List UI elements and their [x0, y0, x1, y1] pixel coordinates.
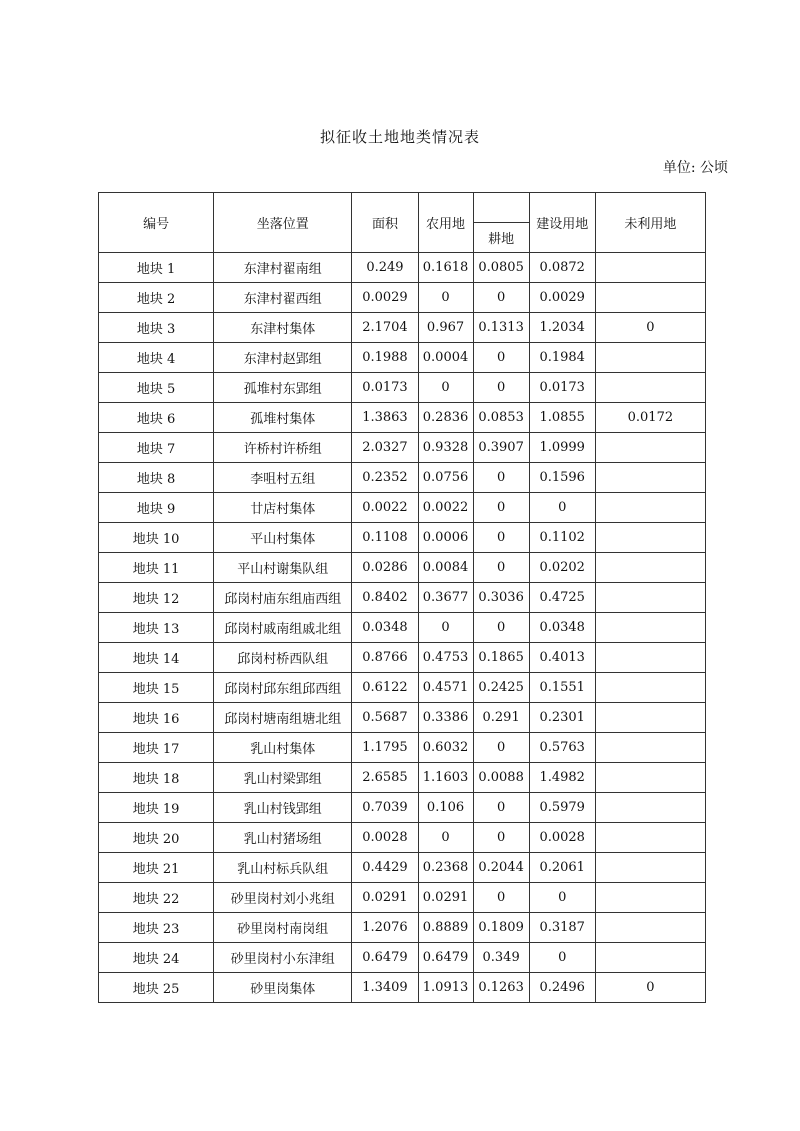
cell-location: 乳山村集体 — [214, 733, 352, 763]
cell-construction: 0.0028 — [529, 823, 595, 853]
cell-unused — [595, 613, 705, 643]
cell-construction: 0 — [529, 493, 595, 523]
cell-location: 孤堆村东郢组 — [214, 373, 352, 403]
cell-cultivated: 0.1313 — [473, 313, 529, 343]
cell-location: 东津村翟南组 — [214, 253, 352, 283]
cell-location: 邱岗村塘南组塘北组 — [214, 703, 352, 733]
header-area: 面积 — [352, 193, 418, 253]
cell-cultivated: 0 — [473, 793, 529, 823]
cell-unused — [595, 793, 705, 823]
cell-id: 地块 19 — [99, 793, 214, 823]
cell-id: 地块 23 — [99, 913, 214, 943]
table-row — [99, 763, 706, 793]
cell-area: 0.2352 — [352, 463, 418, 493]
cell-agricultural: 0.106 — [418, 793, 473, 823]
cell-area: 1.2076 — [352, 913, 418, 943]
cell-id: 地块 3 — [99, 313, 214, 343]
table-row — [99, 343, 706, 373]
cell-unused — [595, 703, 705, 733]
cell-agricultural: 0.0022 — [418, 493, 473, 523]
cell-area: 0.6122 — [352, 673, 418, 703]
cell-id: 地块 7 — [99, 433, 214, 463]
cell-agricultural: 1.0913 — [418, 973, 473, 1003]
cell-construction: 0 — [529, 883, 595, 913]
cell-id: 地块 11 — [99, 553, 214, 583]
cell-cultivated: 0 — [473, 463, 529, 493]
cell-area: 0.0029 — [352, 283, 418, 313]
table-row — [99, 523, 706, 553]
cell-location: 邱岗村庙东组庙西组 — [214, 583, 352, 613]
cell-id: 地块 24 — [99, 943, 214, 973]
cell-location: 许桥村许桥组 — [214, 433, 352, 463]
cell-agricultural: 0.8889 — [418, 913, 473, 943]
cell-cultivated: 0.2044 — [473, 853, 529, 883]
cell-location: 乳山村标兵队组 — [214, 853, 352, 883]
cell-cultivated: 0 — [473, 493, 529, 523]
cell-area: 0.0286 — [352, 553, 418, 583]
cell-construction: 0.0872 — [529, 253, 595, 283]
cell-area: 1.1795 — [352, 733, 418, 763]
cell-area: 0.4429 — [352, 853, 418, 883]
cell-agricultural: 0 — [418, 373, 473, 403]
cell-unused — [595, 283, 705, 313]
cell-construction: 0 — [529, 943, 595, 973]
cell-area: 0.6479 — [352, 943, 418, 973]
header-id: 编号 — [99, 193, 214, 253]
table-row — [99, 283, 706, 313]
cell-agricultural: 0.0756 — [418, 463, 473, 493]
header-agricultural: 农用地 — [418, 193, 473, 253]
cell-agricultural: 0.9328 — [418, 433, 473, 463]
cell-cultivated: 0.3036 — [473, 583, 529, 613]
cell-construction: 0.4013 — [529, 643, 595, 673]
cell-cultivated: 0 — [473, 733, 529, 763]
cell-cultivated: 0 — [473, 553, 529, 583]
cell-construction: 1.2034 — [529, 313, 595, 343]
cell-construction: 0.0029 — [529, 283, 595, 313]
cell-agricultural: 0.0006 — [418, 523, 473, 553]
cell-id: 地块 21 — [99, 853, 214, 883]
cell-agricultural: 0.4753 — [418, 643, 473, 673]
table-row — [99, 793, 706, 823]
cell-location: 砂里岗村南岗组 — [214, 913, 352, 943]
cell-area: 0.8766 — [352, 643, 418, 673]
cell-location: 李咀村五组 — [214, 463, 352, 493]
cell-construction: 0.3187 — [529, 913, 595, 943]
cell-location: 砂里岗村刘小兆组 — [214, 883, 352, 913]
table-row — [99, 733, 706, 763]
cell-area: 1.3409 — [352, 973, 418, 1003]
table-header — [99, 193, 706, 253]
cell-agricultural: 0.6032 — [418, 733, 473, 763]
cell-unused — [595, 373, 705, 403]
cell-construction: 1.0855 — [529, 403, 595, 433]
cell-construction: 0.0348 — [529, 613, 595, 643]
cell-agricultural: 0.0004 — [418, 343, 473, 373]
cell-unused: 0 — [595, 313, 705, 343]
cell-cultivated: 0.349 — [473, 943, 529, 973]
cell-area: 0.0028 — [352, 823, 418, 853]
cell-construction: 0.1551 — [529, 673, 595, 703]
cell-cultivated: 0.1263 — [473, 973, 529, 1003]
cell-unused — [595, 433, 705, 463]
cell-area: 1.3863 — [352, 403, 418, 433]
cell-unused — [595, 673, 705, 703]
cell-location: 东津村翟西组 — [214, 283, 352, 313]
cell-unused — [595, 463, 705, 493]
cell-agricultural: 0.4571 — [418, 673, 473, 703]
cell-area: 2.1704 — [352, 313, 418, 343]
page-title: 拟征收土地地类情况表 — [319, 128, 480, 146]
unit-label: 单位: 公顷 — [662, 160, 728, 176]
table-row — [99, 913, 706, 943]
cell-id: 地块 1 — [99, 253, 214, 283]
cell-area: 0.1988 — [352, 343, 418, 373]
cell-id: 地块 18 — [99, 763, 214, 793]
cell-agricultural: 1.1603 — [418, 763, 473, 793]
cell-location: 乳山村钱郢组 — [214, 793, 352, 823]
header-cultivated: 耕地 — [473, 223, 529, 253]
cell-id: 地块 12 — [99, 583, 214, 613]
cell-id: 地块 4 — [99, 343, 214, 373]
cell-agricultural: 0 — [418, 283, 473, 313]
cell-agricultural: 0.967 — [418, 313, 473, 343]
cell-location: 平山村集体 — [214, 523, 352, 553]
cell-id: 地块 6 — [99, 403, 214, 433]
cell-id: 地块 9 — [99, 493, 214, 523]
cell-area: 0.5687 — [352, 703, 418, 733]
cell-id: 地块 10 — [99, 523, 214, 553]
table-row — [99, 253, 706, 283]
cell-construction: 0.2496 — [529, 973, 595, 1003]
cell-construction: 0.4725 — [529, 583, 595, 613]
cell-construction: 0.1984 — [529, 343, 595, 373]
cell-agricultural: 0.3677 — [418, 583, 473, 613]
table-body — [99, 253, 706, 1003]
cell-cultivated: 0 — [473, 283, 529, 313]
cell-cultivated: 0.2425 — [473, 673, 529, 703]
cell-cultivated: 0 — [473, 613, 529, 643]
cell-id: 地块 2 — [99, 283, 214, 313]
cell-area: 0.0291 — [352, 883, 418, 913]
header-location: 坐落位置 — [214, 193, 352, 253]
table-row — [99, 883, 706, 913]
cell-unused — [595, 883, 705, 913]
cell-id: 地块 25 — [99, 973, 214, 1003]
table-row — [99, 643, 706, 673]
header-construction: 建设用地 — [529, 193, 595, 253]
table-row — [99, 943, 706, 973]
cell-unused — [595, 523, 705, 553]
cell-agricultural: 0.3386 — [418, 703, 473, 733]
cell-construction: 0.2301 — [529, 703, 595, 733]
cell-location: 东津村赵郢组 — [214, 343, 352, 373]
cell-id: 地块 16 — [99, 703, 214, 733]
cell-construction: 0.1596 — [529, 463, 595, 493]
header-unused: 未利用地 — [595, 193, 705, 253]
cell-area: 2.6585 — [352, 763, 418, 793]
cell-agricultural: 0.2368 — [418, 853, 473, 883]
cell-id: 地块 13 — [99, 613, 214, 643]
cell-agricultural: 0.0084 — [418, 553, 473, 583]
cell-location: 乳山村猪场组 — [214, 823, 352, 853]
cell-location: 廿店村集体 — [214, 493, 352, 523]
cell-construction: 0.5763 — [529, 733, 595, 763]
cell-construction: 1.4982 — [529, 763, 595, 793]
cell-cultivated: 0.0853 — [473, 403, 529, 433]
cell-unused — [595, 913, 705, 943]
table-row — [99, 673, 706, 703]
cell-agricultural: 0.0291 — [418, 883, 473, 913]
cell-unused — [595, 823, 705, 853]
cell-area: 0.8402 — [352, 583, 418, 613]
table-row — [99, 373, 706, 403]
cell-id: 地块 14 — [99, 643, 214, 673]
table-row — [99, 853, 706, 883]
cell-unused — [595, 493, 705, 523]
cell-cultivated: 0.1865 — [473, 643, 529, 673]
cell-construction: 0.0173 — [529, 373, 595, 403]
cell-id: 地块 22 — [99, 883, 214, 913]
cell-unused: 0.0172 — [595, 403, 705, 433]
table-row — [99, 703, 706, 733]
cell-unused — [595, 583, 705, 613]
cell-area: 0.1108 — [352, 523, 418, 553]
cell-area: 0.0173 — [352, 373, 418, 403]
cell-id: 地块 5 — [99, 373, 214, 403]
cell-cultivated: 0 — [473, 883, 529, 913]
cell-unused — [595, 943, 705, 973]
cell-unused — [595, 763, 705, 793]
table-row — [99, 973, 706, 1003]
cell-area: 0.0348 — [352, 613, 418, 643]
header-cultivated-blank — [473, 193, 529, 223]
cell-cultivated: 0.3907 — [473, 433, 529, 463]
cell-unused: 0 — [595, 973, 705, 1003]
cell-construction: 0.1102 — [529, 523, 595, 553]
table-row — [99, 553, 706, 583]
cell-location: 乳山村梁郢组 — [214, 763, 352, 793]
cell-cultivated: 0.1809 — [473, 913, 529, 943]
table-row — [99, 463, 706, 493]
cell-unused — [595, 253, 705, 283]
cell-location: 东津村集体 — [214, 313, 352, 343]
table-row — [99, 613, 706, 643]
cell-location: 平山村谢集队组 — [214, 553, 352, 583]
cell-area: 0.0022 — [352, 493, 418, 523]
cell-id: 地块 20 — [99, 823, 214, 853]
cell-unused — [595, 643, 705, 673]
cell-location: 砂里岗集体 — [214, 973, 352, 1003]
cell-cultivated: 0 — [473, 823, 529, 853]
table-row — [99, 823, 706, 853]
cell-id: 地块 17 — [99, 733, 214, 763]
cell-cultivated: 0.0805 — [473, 253, 529, 283]
cell-location: 邱岗村桥西队组 — [214, 643, 352, 673]
cell-area: 0.249 — [352, 253, 418, 283]
cell-cultivated: 0 — [473, 523, 529, 553]
cell-cultivated: 0 — [473, 343, 529, 373]
table-row — [99, 493, 706, 523]
cell-area: 0.7039 — [352, 793, 418, 823]
cell-construction: 0.5979 — [529, 793, 595, 823]
table-row — [99, 583, 706, 613]
cell-cultivated: 0.0088 — [473, 763, 529, 793]
land-type-table — [98, 192, 706, 1003]
cell-cultivated: 0 — [473, 373, 529, 403]
cell-area: 2.0327 — [352, 433, 418, 463]
cell-cultivated: 0.291 — [473, 703, 529, 733]
cell-id: 地块 8 — [99, 463, 214, 493]
cell-agricultural: 0.2836 — [418, 403, 473, 433]
cell-unused — [595, 553, 705, 583]
cell-construction: 0.0202 — [529, 553, 595, 583]
cell-agricultural: 0.1618 — [418, 253, 473, 283]
cell-agricultural: 0.6479 — [418, 943, 473, 973]
table-row — [99, 433, 706, 463]
cell-agricultural: 0 — [418, 613, 473, 643]
cell-location: 孤堆村集体 — [214, 403, 352, 433]
cell-location: 邱岗村戚南组戚北组 — [214, 613, 352, 643]
cell-unused — [595, 853, 705, 883]
cell-unused — [595, 343, 705, 373]
table-row — [99, 313, 706, 343]
cell-agricultural: 0 — [418, 823, 473, 853]
cell-location: 邱岗村邱东组邱西组 — [214, 673, 352, 703]
cell-construction: 0.2061 — [529, 853, 595, 883]
cell-unused — [595, 733, 705, 763]
cell-location: 砂里岗村小东津组 — [214, 943, 352, 973]
table-row — [99, 403, 706, 433]
cell-construction: 1.0999 — [529, 433, 595, 463]
cell-id: 地块 15 — [99, 673, 214, 703]
